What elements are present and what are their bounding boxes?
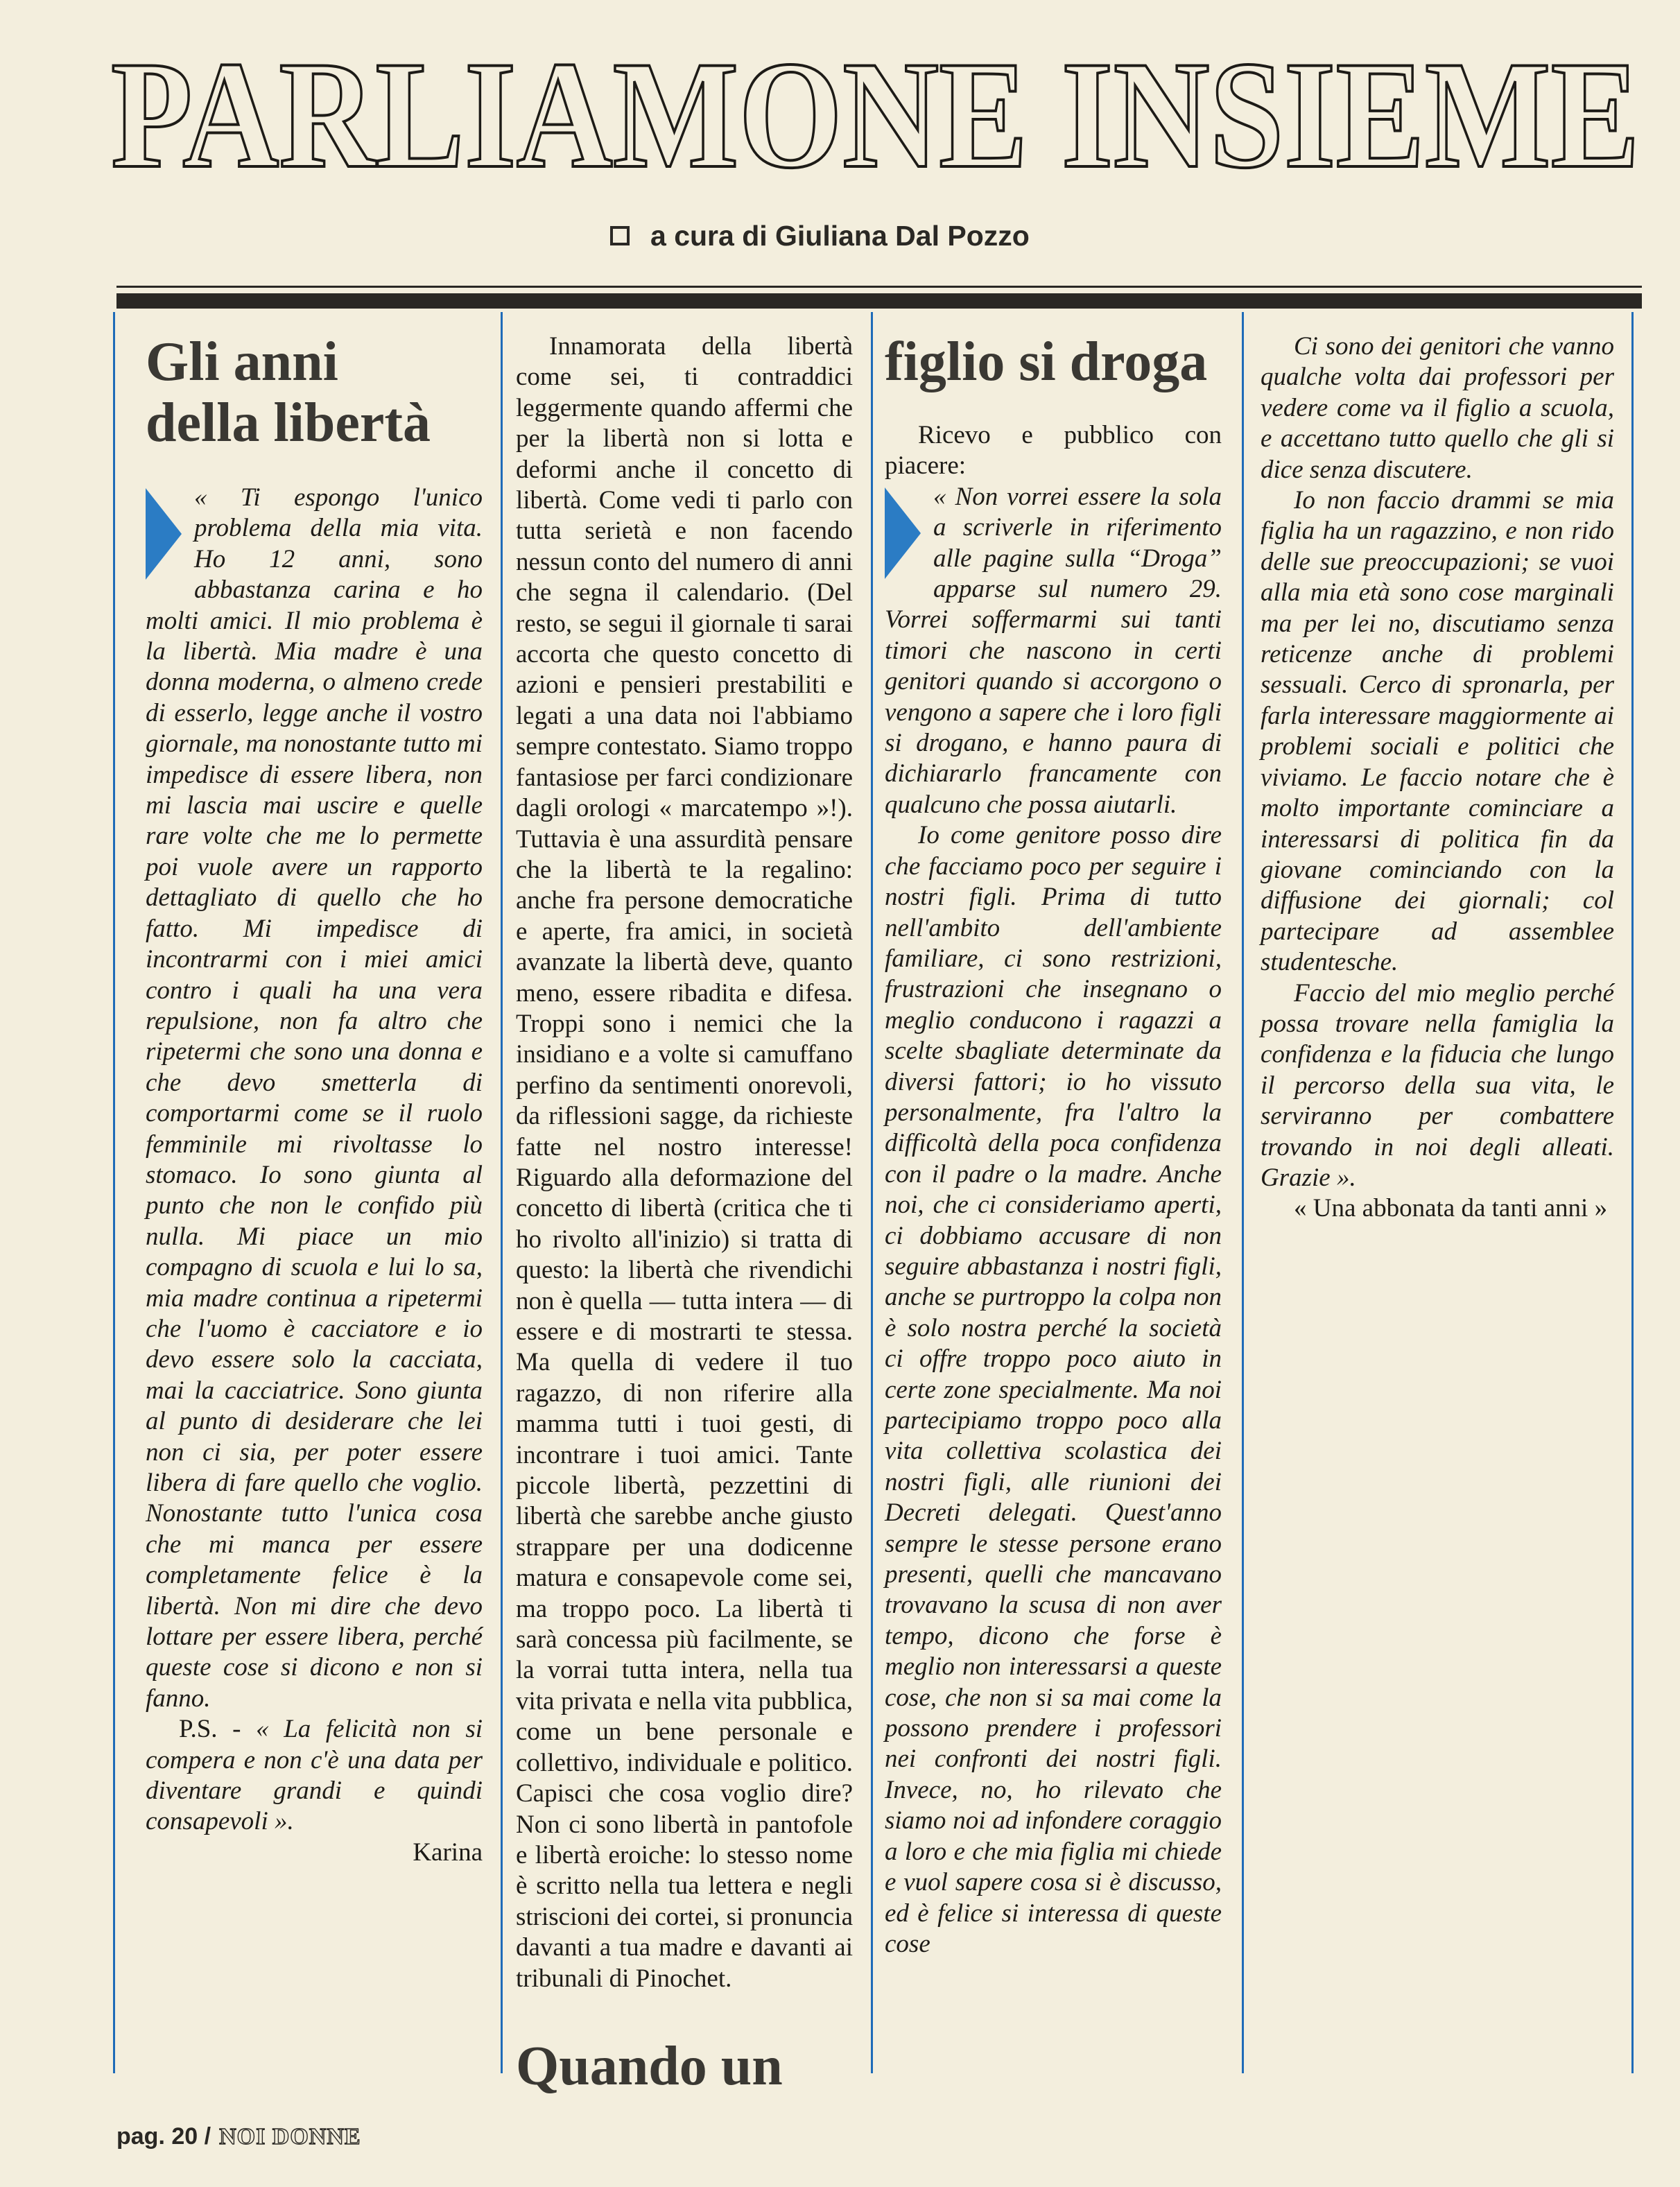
letter-text: « Ti espongo l'unico problema della mia vita. Ho 12 anni, sono abbastanza carina e ho molti amici. Il mio problema è la libertà. Mia madre è una donna moderna, o almeno crede di esserlo, legge anche il vostro giornale, ma nonostante tutto mi impedisce di essere libera, non mi lascia mai uscire e quelle rare volte che me lo permette poi vuole avere un rapporto dettagliato di quello che ho fatto. Mi impedisce di incontrarmi con i miei amici contro i quali ha una vera repulsione, non fa altro che ripetermi che sono una donna e che devo smetterla di comportarmi come se il ruolo femminile mi rivoltasse lo stomaco. Io sono giunta al punto che non le confido più nulla. Mi piace un mio compagno di scuola e lui lo sa, mia madre continua a ripetermi che l'uomo è cacciatore e io devo essere solo la cacciata, mai la cacciatrice. Sono giunta al punto di desiderare che lei non ci sia, per poter essere libera di fare quello che voglio. Nonostante tutto l'unica cosa che mi manca per essere completamente felice è la libertà. Non mi dire che devo lottare per essere libera, perché queste cose si dicono e non si fanno. <box>146 483 483 1713</box>
column-divider <box>1631 312 1634 2073</box>
header-rule-thin <box>116 286 1642 288</box>
headline-gli-anni <box>146 331 483 453</box>
reader-letter-p5: Faccio del mio meglio perché possa trovare nella famiglia la confidenza e la fiducia che lungo il percorso della sua vita, le serviranno per combattere trovando in noi degli alleati. Grazie ». <box>1261 978 1614 1192</box>
column-4 <box>1261 331 1614 1225</box>
ps-label: P.S. - <box>179 1715 257 1744</box>
reader-letter-p2: Io come genitore posso dire che facciamo poco per seguire i nostri figli. Prima di tutto nell'ambito dell'ambiente familiare, ci sono restrizioni, frustrazioni che insegnano o meglio conducono i ragazzi a scelte sbagliate determinate da diversi fattori; io ho vissuto personalmente, fra l'altro la difficoltà della poca confidenza con il padre o la madre. Anche noi, che ci consideriamo aperti, ci dobbiamo accusare di non seguire abbastanza i nostri figli, anche se purtroppo la colpa non è solo nostra perché la società ci offre troppo poco aiuto in certe zone specialmente. Ma noi partecipiamo troppo poco alla vita collettiva scolastica dei nostri figli, alle riunioni dei Decreti delegati. Quest'anno sempre le stesse persone erano presenti, quelli che mancavano trovavano la scusa di non aver tempo, dicono che forse è meglio non interessarsi a queste cose, che non si sa mai come la possono prendere i professori nei confronti dei nostri figli. Invece, no, ho rilevato che siamo noi ad infondere coraggio a loro e che mia figlia mi chiede e vuol sapere cosa si è discusso, ed è felice si interessa di queste cose <box>885 821 1222 1958</box>
reader-letter-p1: « Non vorrei essere la sola a scriverle in riferimento alle pagine sulla “Droga” apparse sul numero 29. Vorrei soffermarmi sui tanti timori che nascono in certi genitori quando si accorgono o vengono a sapere che i loro figli si drogano, e hanno paura di dichiararlo francamente con qualcuno che possa aiutarli. <box>885 482 1222 819</box>
intro-text: Ricevo e pubblico con piacere: <box>885 421 1222 481</box>
headline-line: Quando un <box>516 2035 783 2097</box>
reply-text: Innamorata della libertà come sei, ti contraddici leggermente quando affermi che per la libertà non si lotta e deformi anche il concetto di libertà. Come vedi ti parlo con tutta serietà e non facendo nessun conto del numero di anni che segna il calendario. (Del resto, se segui il giornale ti sarai accorta che questo concetto di azioni e pensieri prestabiliti e legati a una data noi l'abbiamo sempre contestato. Siamo troppo fantasiose per farci condizionare dagli orologi « marcatempo »!). Tuttavia è una assurdità pensare che la libertà te la regalino: anche fra persone democratiche e aperte, fra amici, in società avanzate la libertà deve, quanto meno, essere ribadita e difesa. Troppi sono i nemici che la insidiano e a volte si camuffano perfino da sentimenti onorevoli, da riflessioni sagge, da richieste fatte nel nostro interesse! Riguardo alla deformazione del concetto di libertà (critica che ti ho rivolto all'inizio) si tratta di questo: la libertà che rivendichi non è quella — tutta intera — di essere e di mostrarti te stessa. Ma quella di vedere il tuo ragazzo, di non riferire alla mamma tutti i tuoi gesti, di incontrare i tuoi amici. Tante piccole libertà, pezzettini di libertà che sarebbe anche giusto strappare per una dodicenne matura e consapevole come sei, ma troppo poco. La libertà ti sarà concessa più facilmente, se la vorrai tutta intera, nella tua vita privata e nella vita pubblica, come un bene personale e collettivo, individuale e politico. Capisci che cosa voglio dire? Non ci sono libertà in pantofole e libertà eroiche: lo stesso nome è scritto nella tua lettera e negli striscioni dei cortei, si pronuncia davanti a tua madre e davanti ai tribunali di Pinochet. <box>516 332 853 1993</box>
headline-line: Gli anni <box>146 331 338 392</box>
page-number: pag. 20 / <box>116 2123 211 2150</box>
column-divider <box>113 312 115 2073</box>
column-divider <box>1242 312 1244 2073</box>
masthead-title <box>111 28 1643 187</box>
letter-signature: Karina <box>413 1838 483 1867</box>
headline-line: della libertà <box>146 392 431 453</box>
magazine-logo: NOI DONNE <box>219 2123 361 2150</box>
page-footer <box>116 2123 361 2150</box>
reply-flow <box>516 331 1222 2107</box>
header-rule-thick <box>116 293 1642 309</box>
reply-columns <box>516 331 1222 2107</box>
column-1 <box>146 326 483 1868</box>
reader-letter-p3: Ci sono dei genitori che vanno qualche volta dai professori per vedere come va il figlio a scuola, e accettano tutto quello che gli si dice senza discutere. <box>1261 332 1614 484</box>
headline-line: figlio si droga <box>885 331 1208 392</box>
reader-signature: « Una abbonata da tanti anni » <box>1294 1194 1608 1223</box>
postscript <box>146 1714 483 1838</box>
masthead-text: PARLIAMONE INSIEME <box>111 30 1640 187</box>
reader-letter-p4: Io non faccio drammi se mia figlia ha un ragazzino, e non rido delle sue preoccupazioni; se vuoi alla mia età sono cose marginali ma per lei no, discutiamo senza reticenze anche di problemi sessuali. Cerco di spronarla, per farla interessare maggiormente ai problemi sociali e politici che viviamo. Le faccio notare che è molto importante cominciare a interessarsi di politica fin da giovane cominciando con la diffusione dei giornali; col partecipare ad assemblee studentesche. <box>1261 486 1614 977</box>
byline-text: a cura di Giuliana Dal Pozzo <box>650 219 1030 252</box>
square-bullet-icon <box>610 226 630 245</box>
ps-text: « La felicità non si compera e non c'è una data per diventare grandi e quindi consapevoli ». <box>146 1715 483 1836</box>
blue-triangle-marker-icon <box>885 487 921 579</box>
blue-triangle-marker-icon <box>146 488 182 580</box>
column-divider <box>501 312 503 2073</box>
byline <box>610 215 1030 257</box>
